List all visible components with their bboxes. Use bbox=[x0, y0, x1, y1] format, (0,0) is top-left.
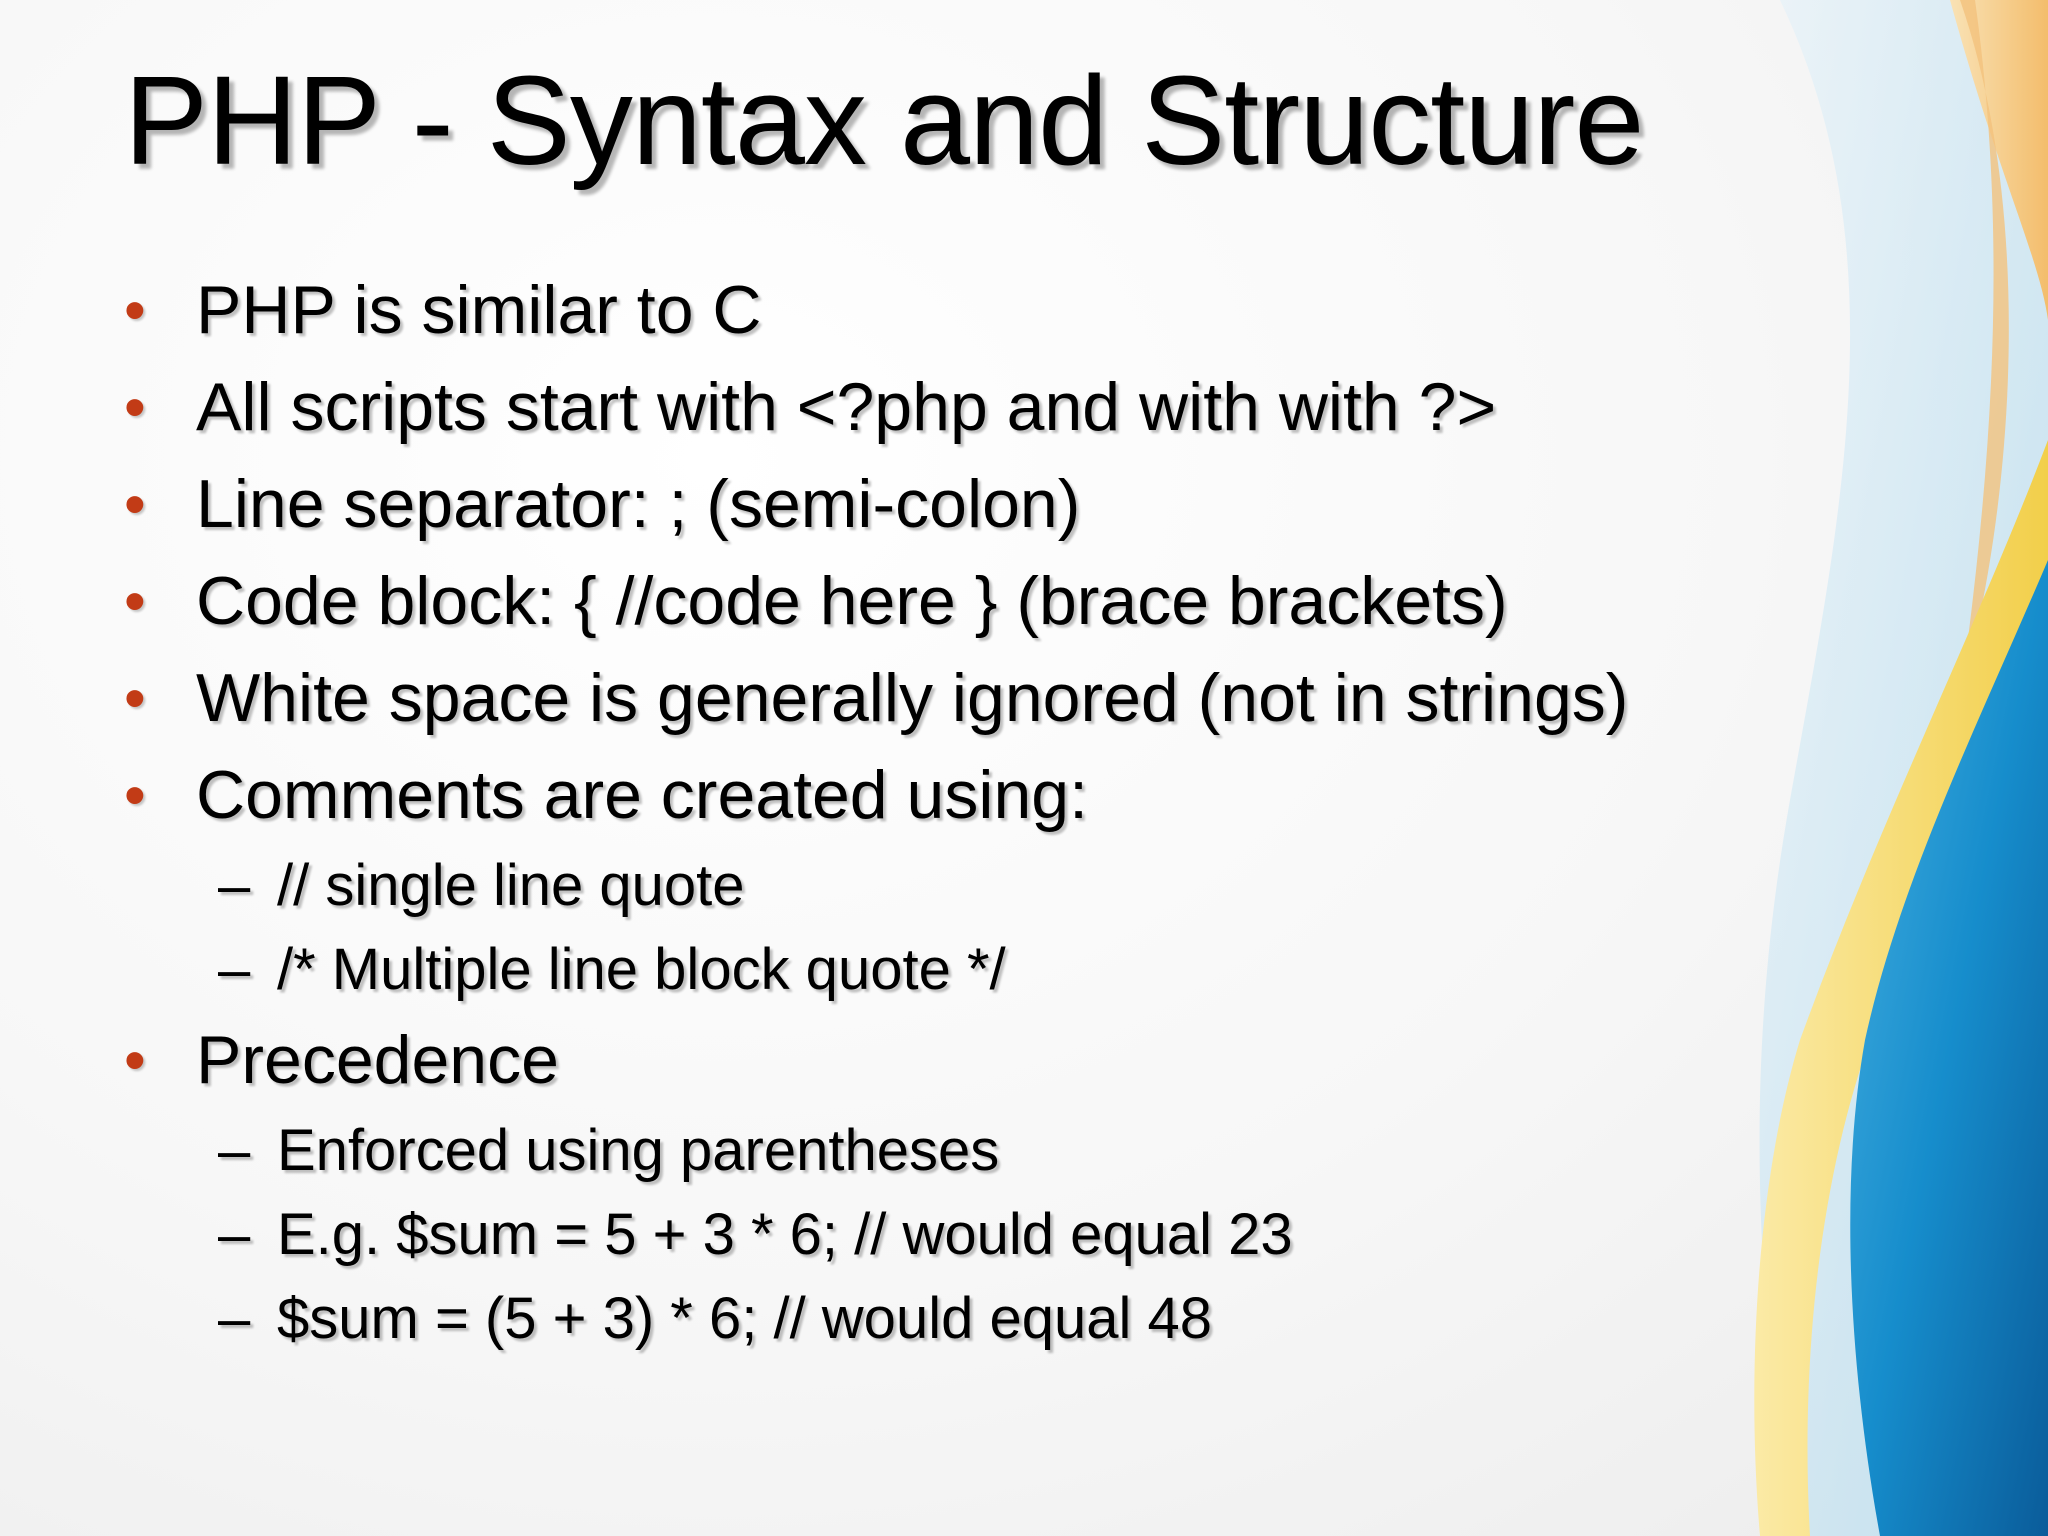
bullet-list bbox=[124, 262, 1628, 1361]
bullet-item bbox=[124, 1012, 1628, 1109]
sub-bullet-item bbox=[124, 1193, 1628, 1277]
sub-bullet-item bbox=[124, 1277, 1628, 1361]
bullet-item bbox=[124, 747, 1628, 844]
dash-icon: – bbox=[218, 1286, 251, 1351]
slide-title: PHP - Syntax and Structure bbox=[124, 50, 1644, 191]
dash-icon: – bbox=[218, 937, 251, 1002]
dash-icon: – bbox=[218, 853, 251, 918]
sub-bullet-item bbox=[124, 1109, 1628, 1193]
bullet-dot-icon: • bbox=[124, 761, 146, 830]
bullet-text: Comments are created using: bbox=[196, 757, 1088, 833]
dash-icon: – bbox=[218, 1202, 251, 1267]
bullet-text: Code block: { //code here } (brace brackets) bbox=[196, 563, 1508, 639]
sub-bullet-text: E.g. $sum = 5 + 3 * 6; // would equal 23 bbox=[277, 1202, 1293, 1267]
sub-bullet-item bbox=[124, 928, 1628, 1012]
bullet-text: Precedence bbox=[196, 1022, 559, 1098]
bullet-text: Line separator: ; (semi-colon) bbox=[196, 466, 1081, 542]
bullet-item bbox=[124, 262, 1628, 359]
bullet-text: PHP is similar to C bbox=[196, 272, 762, 348]
sub-bullet-text: Enforced using parentheses bbox=[277, 1118, 1000, 1183]
bullet-dot-icon: • bbox=[124, 373, 146, 442]
bullet-dot-icon: • bbox=[124, 1026, 146, 1095]
bullet-item bbox=[124, 456, 1628, 553]
bullet-dot-icon: • bbox=[124, 664, 146, 733]
bullet-text: All scripts start with <?php and with with ?> bbox=[196, 369, 1497, 445]
bullet-dot-icon: • bbox=[124, 470, 146, 539]
sub-bullet-text: /* Multiple line block quote */ bbox=[277, 937, 1006, 1002]
bullet-item bbox=[124, 650, 1628, 747]
bullet-dot-icon: • bbox=[124, 276, 146, 345]
bullet-text: White space is generally ignored (not in strings) bbox=[196, 660, 1629, 736]
sub-bullet-item bbox=[124, 844, 1628, 928]
dash-icon: – bbox=[218, 1118, 251, 1183]
sub-bullet-text: // single line quote bbox=[277, 853, 745, 918]
bullet-item bbox=[124, 553, 1628, 650]
sub-bullet-text: $sum = (5 + 3) * 6; // would equal 48 bbox=[277, 1286, 1212, 1351]
bullet-item bbox=[124, 359, 1628, 456]
bullet-dot-icon: • bbox=[124, 567, 146, 636]
